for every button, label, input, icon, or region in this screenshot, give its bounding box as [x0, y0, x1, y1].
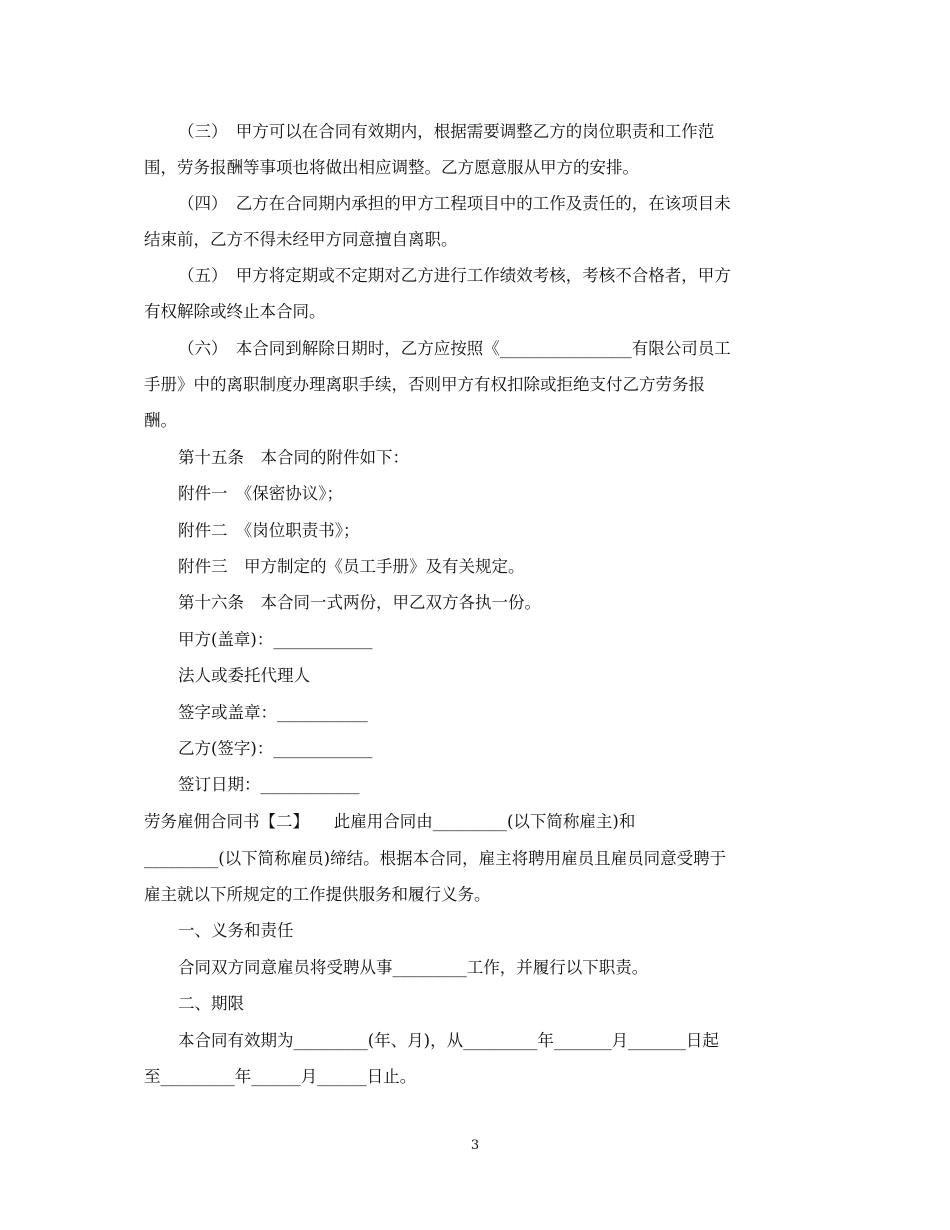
section-2-heading: 二、期限	[178, 994, 244, 1013]
attachment-1: 附件一 《保密协议》；	[178, 484, 343, 503]
article-15: 第十五条 本合同的附件如下：	[178, 448, 409, 467]
party-b-signature: 乙方(签字)：____________	[178, 739, 373, 758]
clause-4-line-1: （四） 乙方在合同期内承担的甲方工程项目中的工作及责任的，在该项目未	[178, 194, 731, 213]
section-1-heading: 一、义务和责任	[178, 921, 294, 940]
section-1-text: 合同双方同意雇员将受聘从事_________工作，并履行以下职责。	[178, 958, 649, 977]
contract-2-intro-line-2: _________(以下简称雇员)缔结。根据本合同，雇主将聘用雇员且雇员同意受聘于	[144, 849, 727, 868]
signature-or-seal: 签字或盖章：___________	[178, 703, 368, 722]
section-2-text-line-1: 本合同有效期为_________(年、月)，从_________年_______月_______日起	[178, 1031, 719, 1050]
clause-6-line-3: 酬。	[144, 411, 177, 430]
signing-date: 签订日期：____________	[178, 775, 360, 794]
clause-3-line-1: （三） 甲方可以在合同有效期内，根据需要调整乙方的岗位职责和工作范	[178, 122, 715, 141]
article-16: 第十六条 本合同一式两份，甲乙双方各执一份。	[178, 593, 541, 612]
clause-6-line-1: （六） 本合同到解除日期时，乙方应按照《________________有限公司员工	[178, 339, 731, 358]
clause-4-line-2: 结束前，乙方不得未经甲方同意擅自离职。	[144, 230, 458, 249]
contract-2-intro-line-1: 劳务雇佣合同书【二】 此雇用合同由_________(以下简称雇主)和	[144, 812, 636, 831]
attachment-3: 附件三 甲方制定的《员工手册》及有关规定。	[178, 557, 525, 576]
page-number: 3	[470, 1138, 480, 1153]
legal-representative: 法人或委托代理人	[178, 666, 310, 685]
contract-2-intro-line-3: 雇主就以下所规定的工作提供服务和履行义务。	[144, 885, 491, 904]
clause-3-line-2: 围，劳务报酬等事项也将做出相应调整。乙方愿意服从甲方的安排。	[144, 158, 639, 177]
party-a-seal: 甲方(盖章)：____________	[178, 630, 373, 649]
clause-6-line-2: 手册》中的离职制度办理离职手续，否则甲方有权扣除或拒绝支付乙方劳务报	[144, 375, 705, 394]
clause-5-line-1: （五） 甲方将定期或不定期对乙方进行工作绩效考核，考核不合格者，甲方	[178, 266, 731, 285]
section-2-text-line-2: 至_________年______月______日止。	[144, 1067, 417, 1086]
attachment-2: 附件二 《岗位职责书》；	[178, 521, 360, 540]
clause-5-line-2: 有权解除或终止本合同。	[144, 302, 326, 321]
